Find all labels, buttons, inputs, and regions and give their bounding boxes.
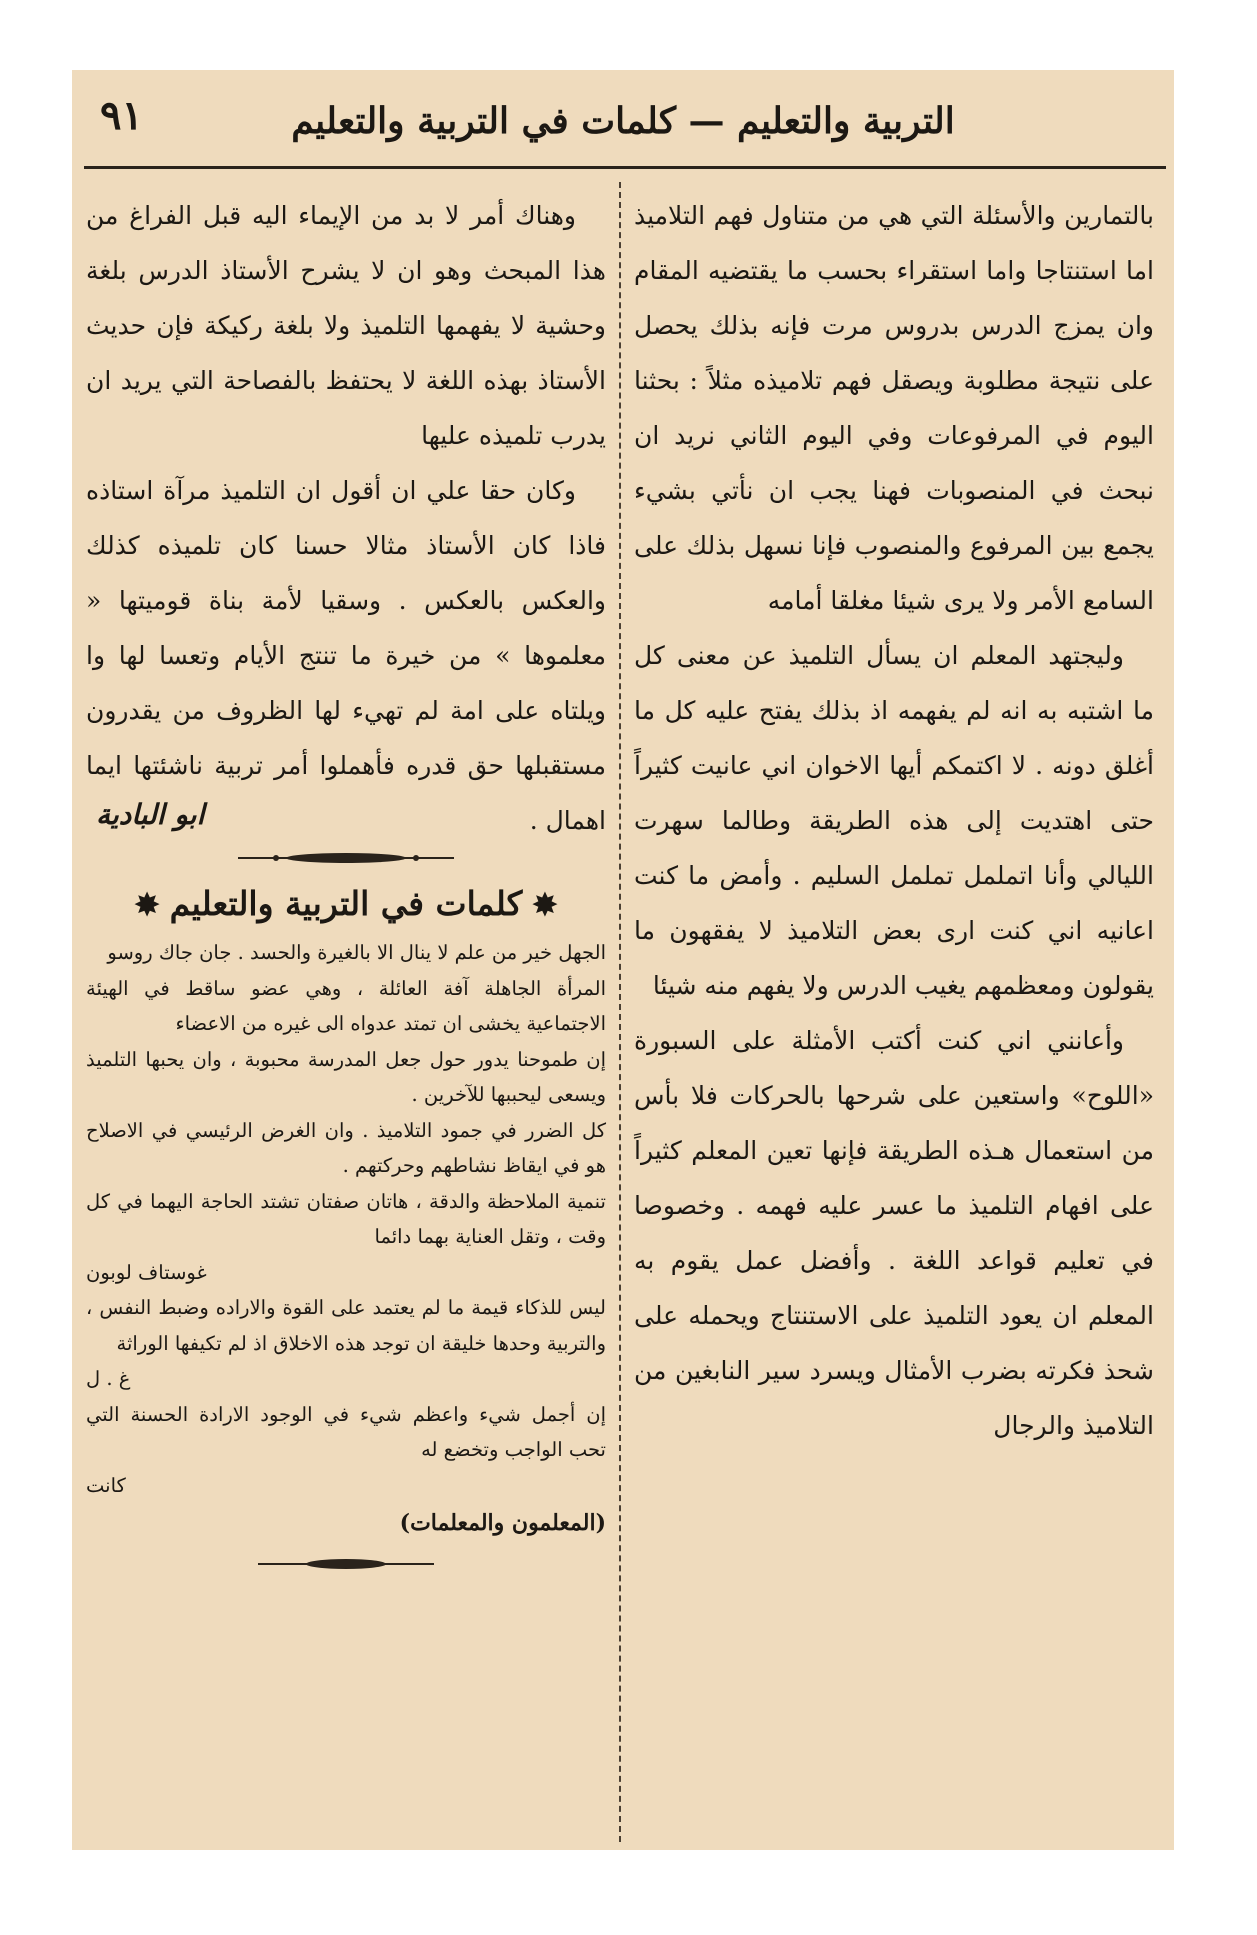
right-paragraph-2: وليجتهد المعلم ان يسأل التلميذ عن معنى كل ما اشتبه به انه لم يفهمه اذ بذلك يفتح عليه كل ما أغلق دونه . لا اكتمكم أيها الاخوان اني عانيت كثيراً حتى اهتديت إلى هذه الطريقة وطالما سهرت الليالي وأنا اتململ تململ السليم . وأمض ما كنت اعانيه اني كنت ارى بعض التلاميذ لا يفقهون ما يقولون ومعظمهم يغيب الدرس ولا يفهم منه شيئا xyxy=(634,641,1154,1000)
quote-2: المرأة الجاهلة آفة العائلة ، وهي عضو ساقط في الهيئة الاجتماعية يخشى ان تمتد عدواه الى غيره من الاعضاء xyxy=(86,976,606,1035)
quote-3: إن طموحنا يدور حول جعل المدرسة محبوبة ، وان يحبها التلميذ ويسعى ليحببها للآخرين . xyxy=(86,1047,606,1106)
section-heading-text: كلمات في التربية والتعليم xyxy=(169,884,523,923)
author-signature: ابو البادية xyxy=(96,798,205,831)
left-paragraph-1: وهناك أمر لا بد من الإيماء اليه قبل الفراغ من هذا المبحث وهو ان لا يشرح الأستاذ الدرس بلغة وحشية لا يفهمها التلميذ ولا بلغة ركيكة فإن حديث الأستاذ بهذه اللغة لا يحتفظ بالفصاحة التي يريد ان يدرب تلميذه عليها xyxy=(86,201,606,450)
running-title: التربية والتعليم — كلمات في التربية والتعليم xyxy=(291,100,955,142)
quote-1: الجهل خير من علم لا ينال الا بالغيرة والحسد . جان جاك روسو xyxy=(107,941,606,964)
quote-5-attribution: غوستاف لوبون xyxy=(86,1260,207,1284)
left-paragraph-2: وكان حقا علي ان أقول ان التلميذ مرآة استاذه فاذا كان الأستاذ مثالا حسنا كان تلميذه كذلك والعكس بالعكس . وسقيا لأمة بناة قوميتها « معلموها » من خيرة ما تنتج الأيام وتعسا لها وا ويلتاه على امة لم تهيء لها الظروف من يقدرون مستقبلها حق قدره فأهملوا أمر تربية ناشئتها ايما اهمال . xyxy=(86,476,606,835)
header-rule xyxy=(84,166,1166,169)
quote-7-attribution: كانت xyxy=(86,1473,126,1497)
right-paragraph-3: وأعانني اني كنت أكتب الأمثلة على السبورة «اللوح» واستعين على شرحها بالحركات فلا بأس من استعمال هـذه الطريقة فإنها تعين المعلم كثيراً على افهام التلميذ ما عسر عليه فهمه . وخصوصا في تعليم قواعد اللغة . وأفضل عمل يقوم به المعلم ان يعود التلميذ على الاستنتاج ويحمله على شحذ فكرته بضرب الأمثال ويسرد سير النابغين من التلاميذ والرجال xyxy=(634,1026,1154,1440)
eight-point-star-icon: ✸ xyxy=(532,888,558,923)
right-column xyxy=(634,188,1154,1453)
page-header xyxy=(72,70,1174,160)
section-heading xyxy=(86,879,606,931)
quote-5: تنمية الملاحظة والدقة ، هاتان صفتان تشتد الحاجة اليهما في كل وقت ، وتقل العناية بهما دائما xyxy=(86,1189,606,1248)
column-divider xyxy=(619,182,621,1842)
eight-point-star-icon: ✸ xyxy=(134,888,160,923)
quote-7: إن أجمل شيء واعظم شيء في الوجود الارادة الحسنة التي تحب الواجب وتخضع له xyxy=(86,1402,606,1461)
ornamental-rule-icon xyxy=(256,1557,436,1571)
newspaper-page xyxy=(72,70,1174,1850)
closing-credit: (المعلمون والمعلمات) xyxy=(399,1510,606,1536)
left-column xyxy=(86,188,606,1571)
quote-6-attribution: غ . ل xyxy=(86,1367,131,1390)
ornamental-rule-icon xyxy=(236,851,456,865)
page-number: ٩١ xyxy=(100,92,143,139)
right-paragraph-1: بالتمارين والأسئلة التي هي من متناول فهم التلاميذ اما استنتاجا واما استقراء بحسب ما يقتضيه المقام وان يمزج الدرس بدروس مرت فإنه بذلك يحصل على نتيجة مطلوبة ويصقل فهم تلاميذه مثلاً : بحثنا اليوم في المرفوعات وفي اليوم الثاني نريد ان نبحث في المنصوبات فهنا يجب ان نأتي بشيء يجمع بين المرفوع والمنصوب فإنا نسهل بذلك على السامع الأمر ولا يرى شيئا مغلقا أمامه xyxy=(634,201,1154,615)
quote-4: كل الضرر في جمود التلاميذ . وان الغرض الرئيسي في الاصلاح هو في ايقاظ نشاطهم وحركتهم . xyxy=(86,1118,606,1177)
quote-6: ليس للذكاء قيمة ما لم يعتمد على القوة والاراده وضبط النفس ، والتربية وحدها خليقة ان توجد هذه الاخلاق اذ لم تكيفها الوراثة xyxy=(86,1296,606,1355)
